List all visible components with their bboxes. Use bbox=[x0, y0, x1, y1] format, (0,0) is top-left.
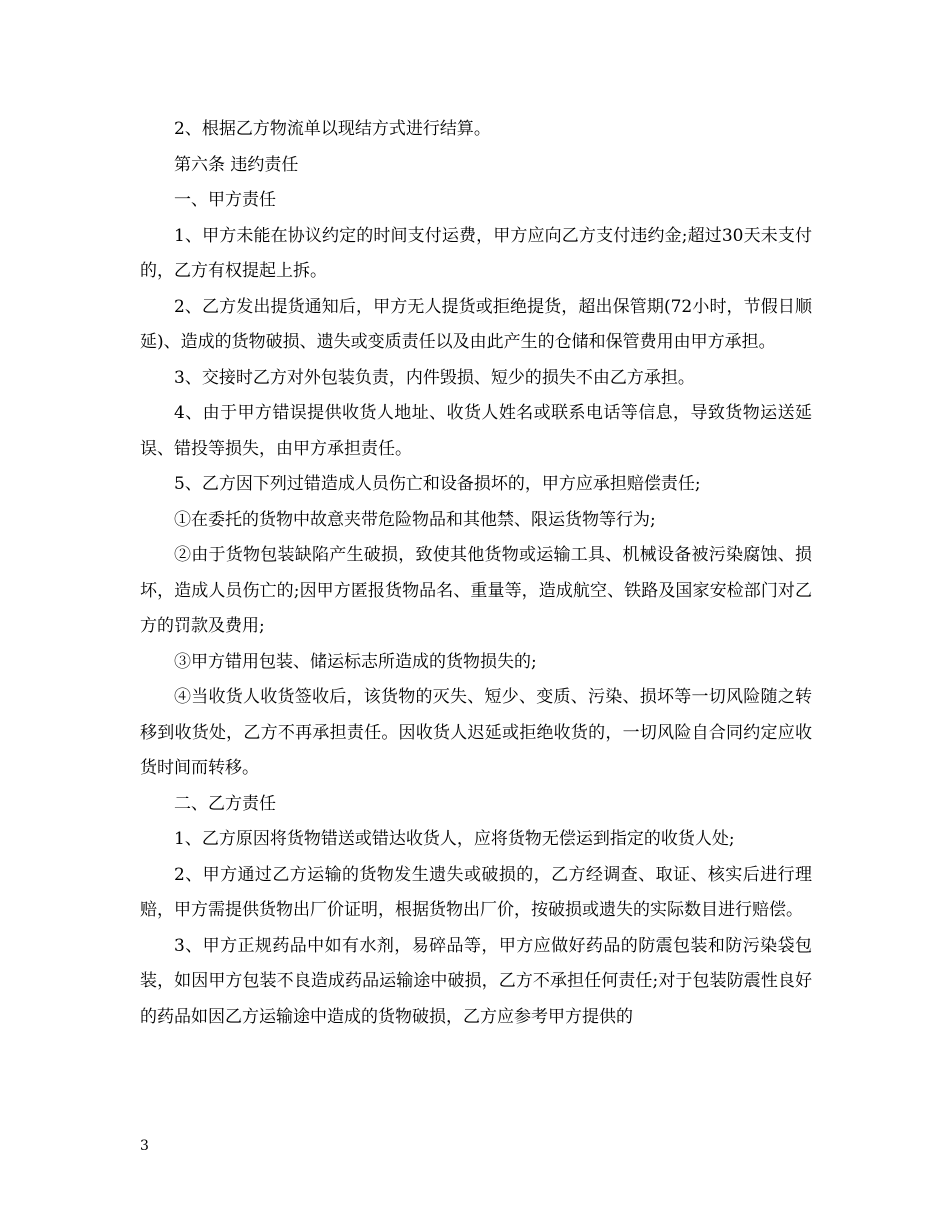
paragraph: 2、根据乙方物流单以现结方式进行结算。 bbox=[174, 119, 491, 139]
paragraph: 1、乙方原因将货物错送或错达收货人，应将货物无偿运到指定的收货人处; bbox=[174, 829, 735, 849]
paragraph: 2、乙方发出提货通知后，甲方无人提货或拒绝提货，超出保管期(72小时，节假日顺延)、造成的货物破损、遗失或变质责任以及由此产生的仓储和保管费用由甲方承担。 bbox=[140, 296, 812, 352]
paragraph: 2、甲方通过乙方运输的货物发生遗失或破损的，乙方经调查、取证、核实后进行理赔，甲方需提供货物出厂价证明，根据货物出厂价，按破损或遗失的实际数目进行赔偿。 bbox=[140, 864, 812, 920]
paragraph: 3、甲方正规药品中如有水剂，易碎品等，甲方应做好药品的防震包装和防污染袋包装，如因甲方包装不良造成药品运输途中破损，乙方不承担任何责任;对于包装防震性良好的药品如因乙方运输途中造成的货物破损，乙方应参考甲方提供的 bbox=[140, 935, 812, 1027]
paragraph: 4、由于甲方错误提供收货人地址、收货人姓名或联系电话等信息，导致货物运送延误、错投等损失，由甲方承担责任。 bbox=[140, 403, 812, 459]
list-item: ④当收货人收货签收后，该货物的灭失、短少、变质、污染、损坏等一切风险随之转移到收货处，乙方不再承担责任。因收货人迟延或拒绝收货的，一切风险自合同约定应收货时间而转移。 bbox=[140, 687, 812, 778]
list-item: ②由于货物包装缺陷产生破损，致使其他货物或运输工具、机械设备被污染腐蚀、损坏，造成人员伤亡的;因甲方匿报货物品名、重量等，造成航空、铁路及国家安检部门对乙方的罚款及费用; bbox=[140, 545, 812, 636]
subsection-heading: 二、乙方责任 bbox=[174, 793, 276, 814]
list-item: ①在委托的货物中故意夹带危险物品和其他禁、限运货物等行为; bbox=[174, 509, 656, 530]
subsection-heading: 一、甲方责任 bbox=[174, 190, 276, 210]
section-heading: 第六条 违约责任 bbox=[174, 154, 299, 175]
paragraph: 5、乙方因下列过错造成人员伤亡和设备损坏的，甲方应承担赔偿责任; bbox=[174, 474, 701, 494]
page-number: 3 bbox=[140, 1138, 149, 1154]
list-item: ③甲方错用包装、储运标志所造成的货物损失的; bbox=[174, 651, 537, 672]
paragraph: 3、交接时乙方对外包装负责，内件毁损、短少的损失不由乙方承担。 bbox=[174, 367, 695, 388]
paragraph: 1、甲方未能在协议约定的时间支付运费，甲方应向乙方支付违约金;超过30天未支付的，乙方有权提起上拆。 bbox=[140, 225, 812, 281]
document-body bbox=[140, 112, 812, 1035]
